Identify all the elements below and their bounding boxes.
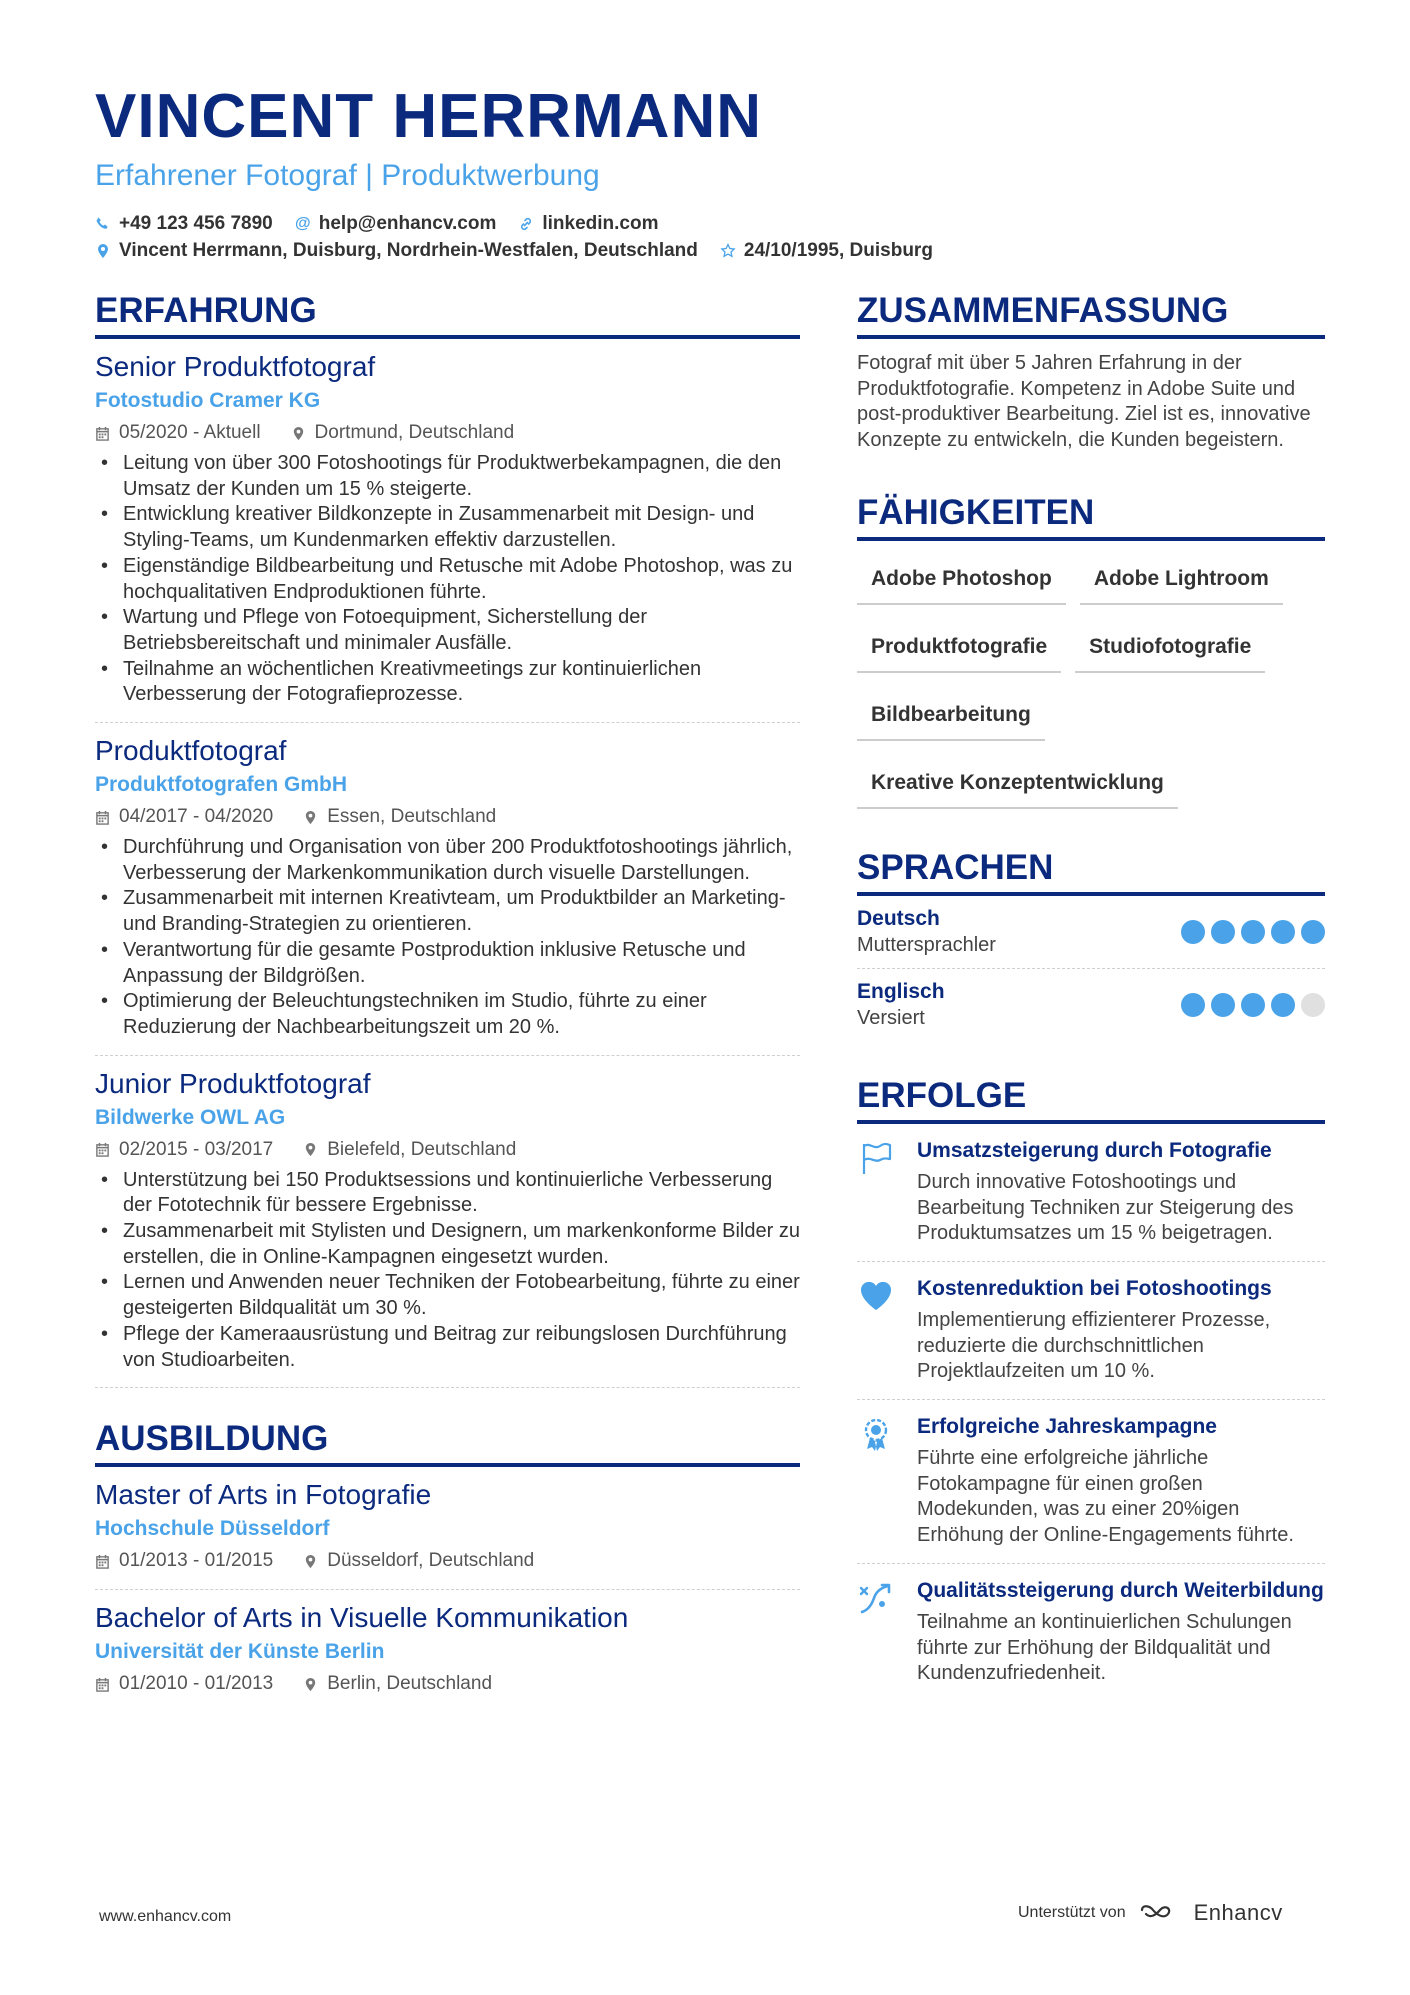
job-bullets — [95, 451, 800, 708]
language-item — [857, 896, 1325, 969]
location-text: Vincent Herrmann, Duisburg, Nordrhein-Westfalen, Deutschland — [119, 240, 698, 261]
job-company: Bildwerke OWL AG — [95, 1105, 286, 1129]
enhancv-logo-icon — [1138, 1898, 1182, 1927]
skill-tag: Adobe Lightroom — [1080, 555, 1283, 605]
job-meta — [95, 419, 800, 447]
skill-tag: Adobe Photoshop — [857, 555, 1066, 605]
award-icon — [857, 1414, 895, 1452]
job-date-text: 05/2020 - Aktuell — [119, 422, 261, 443]
education-location-text: Düsseldorf, Deutschland — [327, 1550, 535, 1572]
language-name: Deutsch — [857, 906, 940, 930]
achievements-section — [857, 1075, 1325, 1701]
languages-section — [857, 847, 1325, 1041]
achievement-desc: Durch innovative Fotoshootings und Bearbeitung Techniken zur Steigerung des Produktumsatzes um 15 % beigetragen. — [917, 1170, 1294, 1245]
contact-linkedin[interactable] — [518, 210, 658, 237]
rating-dot-filled — [1271, 920, 1295, 944]
contact-email[interactable] — [295, 210, 497, 237]
flag-icon — [857, 1138, 895, 1176]
language-rating — [1181, 993, 1325, 1017]
job-date — [95, 1136, 273, 1164]
language-level: Versiert — [857, 1006, 925, 1029]
achievement-item — [857, 1124, 1325, 1262]
location-pin-icon — [291, 426, 306, 441]
achievement-title: Kostenreduktion bei Fotoshootings — [917, 1276, 1272, 1300]
growth-icon — [857, 1578, 895, 1616]
job-meta — [95, 803, 800, 831]
job-entry — [95, 1056, 800, 1389]
education-school: Hochschule Düsseldorf — [95, 1517, 330, 1541]
job-bullet: • Verantwortung für die gesamte Postproduktion inklusive Retusche und Anpassung der Bildgrößen. — [95, 938, 800, 989]
phone-text: +49 123 456 7890 — [119, 213, 273, 234]
job-location — [303, 803, 496, 831]
contact-phone[interactable] — [95, 210, 273, 237]
candidate-subtitle: Erfahrener Fotograf | Produktwerbung — [95, 159, 600, 192]
skill-tag: Studiofotografie — [1075, 623, 1265, 673]
job-bullet: • Lernen und Anwenden neuer Techniken der Fotobearbeitung, führte zu einer gesteigerten Bildqualität um 30 %. — [95, 1270, 800, 1321]
education-degree: Bachelor of Arts in Visuelle Kommunikation — [95, 1602, 629, 1634]
calendar-icon — [95, 1554, 110, 1569]
skill-tag: Kreative Konzeptentwicklung — [857, 759, 1178, 809]
job-entry — [95, 723, 800, 1056]
education-meta — [95, 1670, 800, 1698]
rating-dot-filled — [1271, 993, 1295, 1017]
skill-tag: Produktfotografie — [857, 623, 1061, 673]
linkedin-text: linkedin.com — [542, 213, 659, 234]
powered-by-label: Unterstützt von — [1018, 1903, 1126, 1921]
education-school: Universität der Künste Berlin — [95, 1640, 385, 1664]
skills-section-title: FÄHIGKEITEN — [857, 492, 1325, 541]
footer-powered-by — [1018, 1898, 1283, 1927]
rating-dot-filled — [1181, 920, 1205, 944]
rating-dot-filled — [1211, 920, 1235, 944]
star-icon — [720, 243, 736, 259]
achievement-body — [917, 1138, 1325, 1247]
job-bullet: • Optimierung der Beleuchtungstechniken im Studio, führte zu einer Reduzierung der Nachbearbeitungszeit um 20 %. — [95, 989, 800, 1040]
achievement-title: Umsatzsteigerung durch Fotografie — [917, 1138, 1272, 1162]
job-bullet: • Zusammenarbeit mit Stylisten und Designern, um markenkonforme Bilder zu erstellen, die in Online-Kampagnen eingesetzt wurden. — [95, 1219, 800, 1270]
achievement-item — [857, 1400, 1325, 1564]
education-meta — [95, 1547, 800, 1575]
contact-info — [95, 210, 1325, 264]
job-company: Produktfotografen GmbH — [95, 773, 347, 797]
achievement-item — [857, 1262, 1325, 1400]
job-location — [303, 1136, 516, 1164]
language-rating — [1181, 920, 1325, 944]
job-bullets — [95, 1168, 800, 1374]
at-icon: @ — [294, 215, 311, 232]
job-location — [291, 419, 515, 447]
summary-section — [857, 290, 1325, 454]
calendar-icon — [95, 426, 110, 441]
job-date — [95, 419, 261, 447]
achievement-body — [917, 1578, 1325, 1687]
skill-tag: Bildbearbeitung — [857, 691, 1045, 741]
achievement-body — [917, 1414, 1325, 1549]
footer-website[interactable]: www.enhancv.com — [99, 1908, 232, 1925]
email-text: help@enhancv.com — [318, 213, 497, 234]
achievement-item — [857, 1564, 1325, 1701]
job-bullet: • Entwicklung kreativer Bildkonzepte in Zusammenarbeit mit Design- und Styling-Teams, um Kundenmarken effektiv darzustellen. — [95, 502, 800, 553]
contact-row-1 — [95, 210, 1325, 237]
language-text — [857, 906, 996, 958]
job-bullet: • Zusammenarbeit mit internen Kreativteam, um Produktbilder an Marketing- und Branding-Strategien zu orientieren. — [95, 886, 800, 937]
education-date — [95, 1670, 273, 1698]
location-pin-icon — [303, 1142, 318, 1157]
rating-dot-filled — [1181, 993, 1205, 1017]
calendar-icon — [95, 1677, 110, 1692]
language-name: Englisch — [857, 979, 945, 1003]
achievement-title: Erfolgreiche Jahreskampagne — [917, 1415, 1217, 1439]
achievement-body — [917, 1276, 1325, 1385]
job-bullet: • Eigenständige Bildbearbeitung und Retusche mit Adobe Photoshop, was zu hochqualitativen Endproduktionen führte. — [95, 554, 800, 605]
left-column — [95, 290, 800, 1712]
job-bullet: • Pflege der Kameraausrüstung und Beitrag zur reibungslosen Durchführung von Studioarbeiten. — [95, 1322, 800, 1373]
heart-icon — [857, 1276, 895, 1314]
job-bullet: • Teilnahme an wöchentlichen Kreativmeetings zur kontinuierlichen Verbesserung der Fotografieprozesse. — [95, 657, 800, 708]
achievement-desc: Implementierung effizienterer Prozesse, reduzierte die durchschnittlichen Projektlaufzeiten um 10 %. — [917, 1308, 1271, 1383]
location-pin-icon — [303, 810, 318, 825]
education-section-title: AUSBILDUNG — [95, 1418, 800, 1467]
job-title: Produktfotograf — [95, 735, 287, 767]
language-item — [857, 969, 1325, 1041]
summary-text: Fotograf mit über 5 Jahren Erfahrung in der Produktfotografie. Kompetenz in Adobe Suite und post-produktiver Bearbeitung. Ziel ist es, innovative Konzepte zu entwickeln, die Kunden begeistern. — [857, 352, 1311, 452]
job-meta — [95, 1136, 800, 1164]
summary-section-title: ZUSAMMENFASSUNG — [857, 290, 1325, 339]
rating-dot-empty — [1301, 993, 1325, 1017]
experience-section-title: ERFAHRUNG — [95, 290, 800, 339]
skills-section — [857, 492, 1325, 809]
job-bullet: • Unterstützung bei 150 Produktsessions und kontinuierliche Verbesserung der Fototechnik für bessere Ergebnisse. — [95, 1168, 800, 1219]
job-bullets — [95, 835, 800, 1041]
job-title: Junior Produktfotograf — [95, 1067, 371, 1099]
rating-dot-filled — [1241, 920, 1265, 944]
rating-dot-filled — [1211, 993, 1235, 1017]
achievement-title: Qualitätssteigerung durch Weiterbildung — [917, 1578, 1324, 1602]
language-text — [857, 979, 945, 1031]
brand-name: Enhancv — [1193, 1899, 1283, 1925]
right-column — [857, 290, 1325, 1701]
location-pin-icon — [95, 243, 111, 259]
job-bullet: • Leitung von über 300 Fotoshootings für Produktwerbekampagnen, die den Umsatz der Kunden um 15 % steigerte. — [95, 451, 800, 502]
education-date-text: 01/2010 - 01/2013 — [119, 1673, 274, 1695]
birth-text: 24/10/1995, Duisburg — [743, 240, 933, 261]
achievement-desc: Teilnahme an kontinuierlichen Schulungen führte zur Erhöhung der Bildqualität und Kundenzufriedenheit. — [917, 1610, 1292, 1685]
job-entry — [95, 339, 800, 723]
education-location-text: Berlin, Deutschland — [327, 1673, 493, 1695]
achievement-desc: Führte eine erfolgreiche jährliche Fotokampagne für einen großen Modekunden, was zu einer 20%igen Erhöhung der Online-Engagements führte. — [917, 1447, 1294, 1547]
link-icon — [518, 216, 534, 232]
education-degree: Master of Arts in Fotografie — [95, 1479, 432, 1511]
language-level: Muttersprachler — [857, 933, 996, 956]
rating-dot-filled — [1301, 920, 1325, 944]
job-bullet: • Durchführung und Organisation von über 200 Produktfotoshootings jährlich, Verbesserung der Markenkommunikation durch visuelle Darstellungen. — [95, 835, 800, 886]
phone-icon — [95, 216, 111, 232]
achievements-section-title: ERFOLGE — [857, 1075, 1325, 1124]
calendar-icon — [95, 810, 110, 825]
calendar-icon — [95, 1142, 110, 1157]
job-location-text: Essen, Deutschland — [327, 806, 497, 828]
job-date — [95, 803, 273, 831]
job-location-text: Bielefeld, Deutschland — [327, 1138, 517, 1160]
skills-list — [857, 555, 1325, 809]
education-entry — [95, 1467, 800, 1590]
location-pin-icon — [303, 1554, 318, 1569]
education-location — [303, 1670, 492, 1698]
resume-header — [95, 84, 1325, 264]
contact-location — [95, 237, 698, 264]
job-company: Fotostudio Cramer KG — [95, 389, 321, 412]
education-date — [95, 1547, 273, 1575]
candidate-name: VINCENT HERRMANN — [95, 82, 762, 151]
education-location — [303, 1547, 534, 1575]
languages-section-title: SPRACHEN — [857, 847, 1325, 896]
job-bullet: • Wartung und Pflege von Fotoequipment, Sicherstellung der Betriebsbereitschaft und minimaler Ausfälle. — [95, 605, 800, 656]
job-date-text: 02/2015 - 03/2017 — [119, 1138, 274, 1160]
job-title: Senior Produktfotograf — [95, 351, 376, 382]
contact-row-2 — [95, 237, 1325, 264]
contact-birth — [720, 237, 933, 264]
job-location-text: Dortmund, Deutschland — [314, 422, 515, 443]
education-section — [95, 1418, 800, 1712]
rating-dot-filled — [1241, 993, 1265, 1017]
job-date-text: 04/2017 - 04/2020 — [119, 806, 274, 828]
education-date-text: 01/2013 - 01/2015 — [119, 1550, 274, 1572]
education-entry — [95, 1590, 800, 1712]
location-pin-icon — [303, 1677, 318, 1692]
